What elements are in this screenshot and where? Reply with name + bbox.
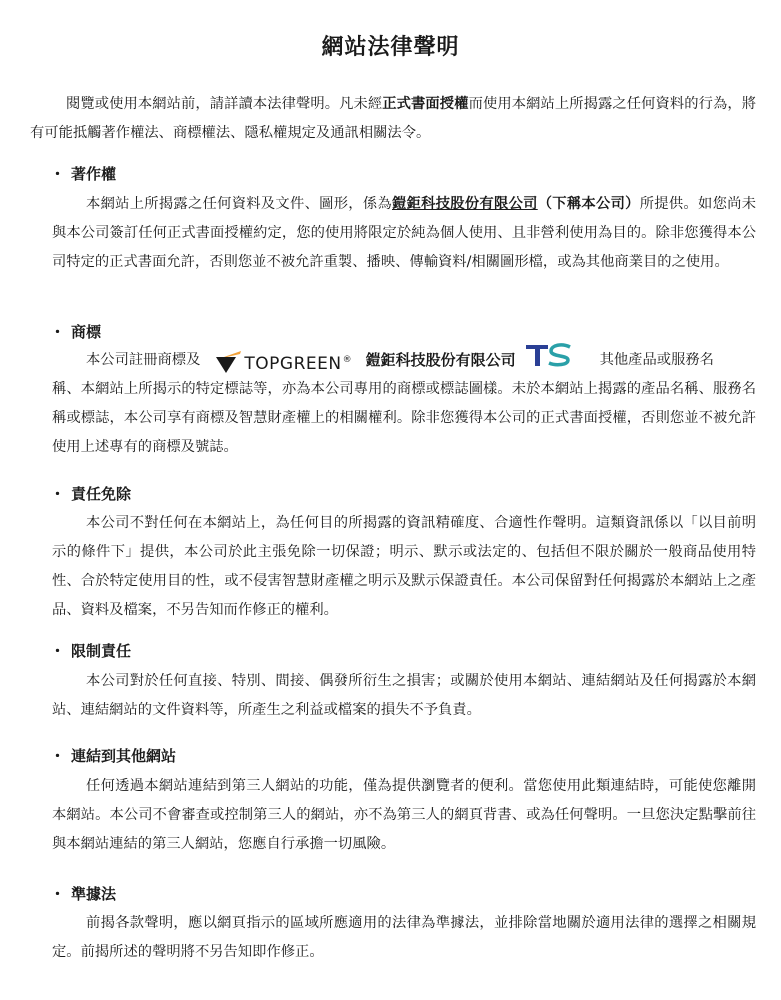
- topgreen-logo: [216, 346, 351, 375]
- trademark-rest-text: 稱、本網站上所揭示的特定標誌等，亦為本公司專用的商標或標誌圖樣。未於本網站上揭露的產品名稱、服務名稱或標誌，本公司享有商標及智慧財產權上的相關權利。除非您獲得本公司的正式書面授權，否則您並不被允許使用上述專有的商標及號誌。: [52, 381, 756, 455]
- trademark-logo-line: [52, 346, 756, 375]
- links-paragraph: 任何透過本網站連結到第三人網站的功能，僅為提供瀏覽者的便利。當您使用此類連結時，可能使您離開本網站。本公司不會審查或控制第三人的網站，亦不為第三人的網頁背書、或為任何聲明。一旦您決定點擊前往與本網站連結的第三人網站，您應自行承擔一切風險。: [52, 778, 756, 852]
- section-heading-trademark: [50, 321, 101, 343]
- bullet: ・: [50, 885, 66, 903]
- bullet: ・: [50, 165, 66, 183]
- bullet: ・: [50, 642, 66, 660]
- section-heading-copyright: [50, 163, 116, 185]
- intro-text-bold: 正式書面授權: [382, 96, 469, 112]
- company-logo-text: 鎧鉅科技股份有限公司: [365, 351, 516, 369]
- section-heading-text: 商標: [71, 323, 102, 341]
- page-title: 網站法律聲明: [321, 35, 460, 60]
- section-heading-text: 限制責任: [71, 642, 132, 660]
- section-heading-liability: [50, 640, 131, 662]
- intro-text-post: 而使用本網站上所揭露之任何資料的行為，將有可能抵觸著作權法、商標權法、隱私權規定及通訊相關法令。: [30, 96, 757, 141]
- section-heading-text: 準據法: [71, 885, 117, 903]
- ts-logo-icon: [524, 342, 574, 379]
- copyright-text-post: 所提供。如您尚未與本公司簽訂任何正式書面授權約定，您的使用將限定於純為個人使用、且非營利使用為目的。除非您獲得本公司特定的正式書面允許，否則您並不被允許重製、播映、傳輸資料/相關圖形檔，或為其他商業目的之使用。: [52, 196, 757, 270]
- trademark-paragraph: [52, 346, 756, 462]
- topgreen-logo-mark-icon: [216, 351, 242, 375]
- trademark-tail-text: 其他產品或服務名: [599, 352, 714, 368]
- disclaimer-paragraph: 本公司不對任何在本網站上，為任何目的所揭露的資訊精確度、合適性作聲明。這類資訊係以「以目前明示的條件下」提供，本公司於此主張免除一切保證；明示、默示或法定的、包括但不限於關於一般商品使用特性、合於特定使用目的性，或不侵害智慧財產權之明示及默示保證責任。本公司保留對任何揭露於本網站上之產品、資料及檔案，不另告知而作修正的權利。: [52, 515, 756, 618]
- trademark-lead-text: 本公司註冊商標及: [86, 352, 201, 368]
- section-heading-disclaimer: [50, 483, 131, 505]
- section-heading-text: 連結到其他網站: [71, 747, 177, 765]
- copyright-paragraph: [52, 190, 756, 277]
- liability-paragraph: 本公司對於任何直接、特別、間接、偶發所衍生之損害；或關於使用本網站、連結網站及任何揭露於本網站、連結網站的文件資料等，所產生之利益或檔案的損失不予負責。: [52, 673, 756, 718]
- company-name: 鎧鉅科技股份有限公司: [392, 196, 538, 212]
- law-paragraph: 前揭各款聲明，應以網頁指示的區域所應適用的法律為準據法，並排除當地關於適用法律的選擇之相關規定。前揭所述的聲明將不另告知即作修正。: [52, 915, 756, 960]
- section-heading-links: [50, 745, 176, 767]
- section-heading-text: 著作權: [71, 165, 117, 183]
- intro-text-pre: 閱覽或使用本網站前，請詳讀本法律聲明。凡未經: [66, 96, 383, 112]
- copyright-text-pre: 本網站上所揭露之任何資料及文件、圖形，係為: [86, 196, 392, 212]
- section-heading-law: [50, 883, 116, 905]
- intro-paragraph: [30, 90, 756, 148]
- bullet: ・: [50, 485, 66, 503]
- topgreen-logo-text: TOPGREEN: [244, 354, 342, 374]
- company-alias: （下稱本公司）: [537, 196, 640, 212]
- section-heading-text: 責任免除: [71, 485, 132, 503]
- registered-mark: ®: [342, 355, 352, 365]
- bullet: ・: [50, 323, 66, 341]
- bullet: ・: [50, 747, 66, 765]
